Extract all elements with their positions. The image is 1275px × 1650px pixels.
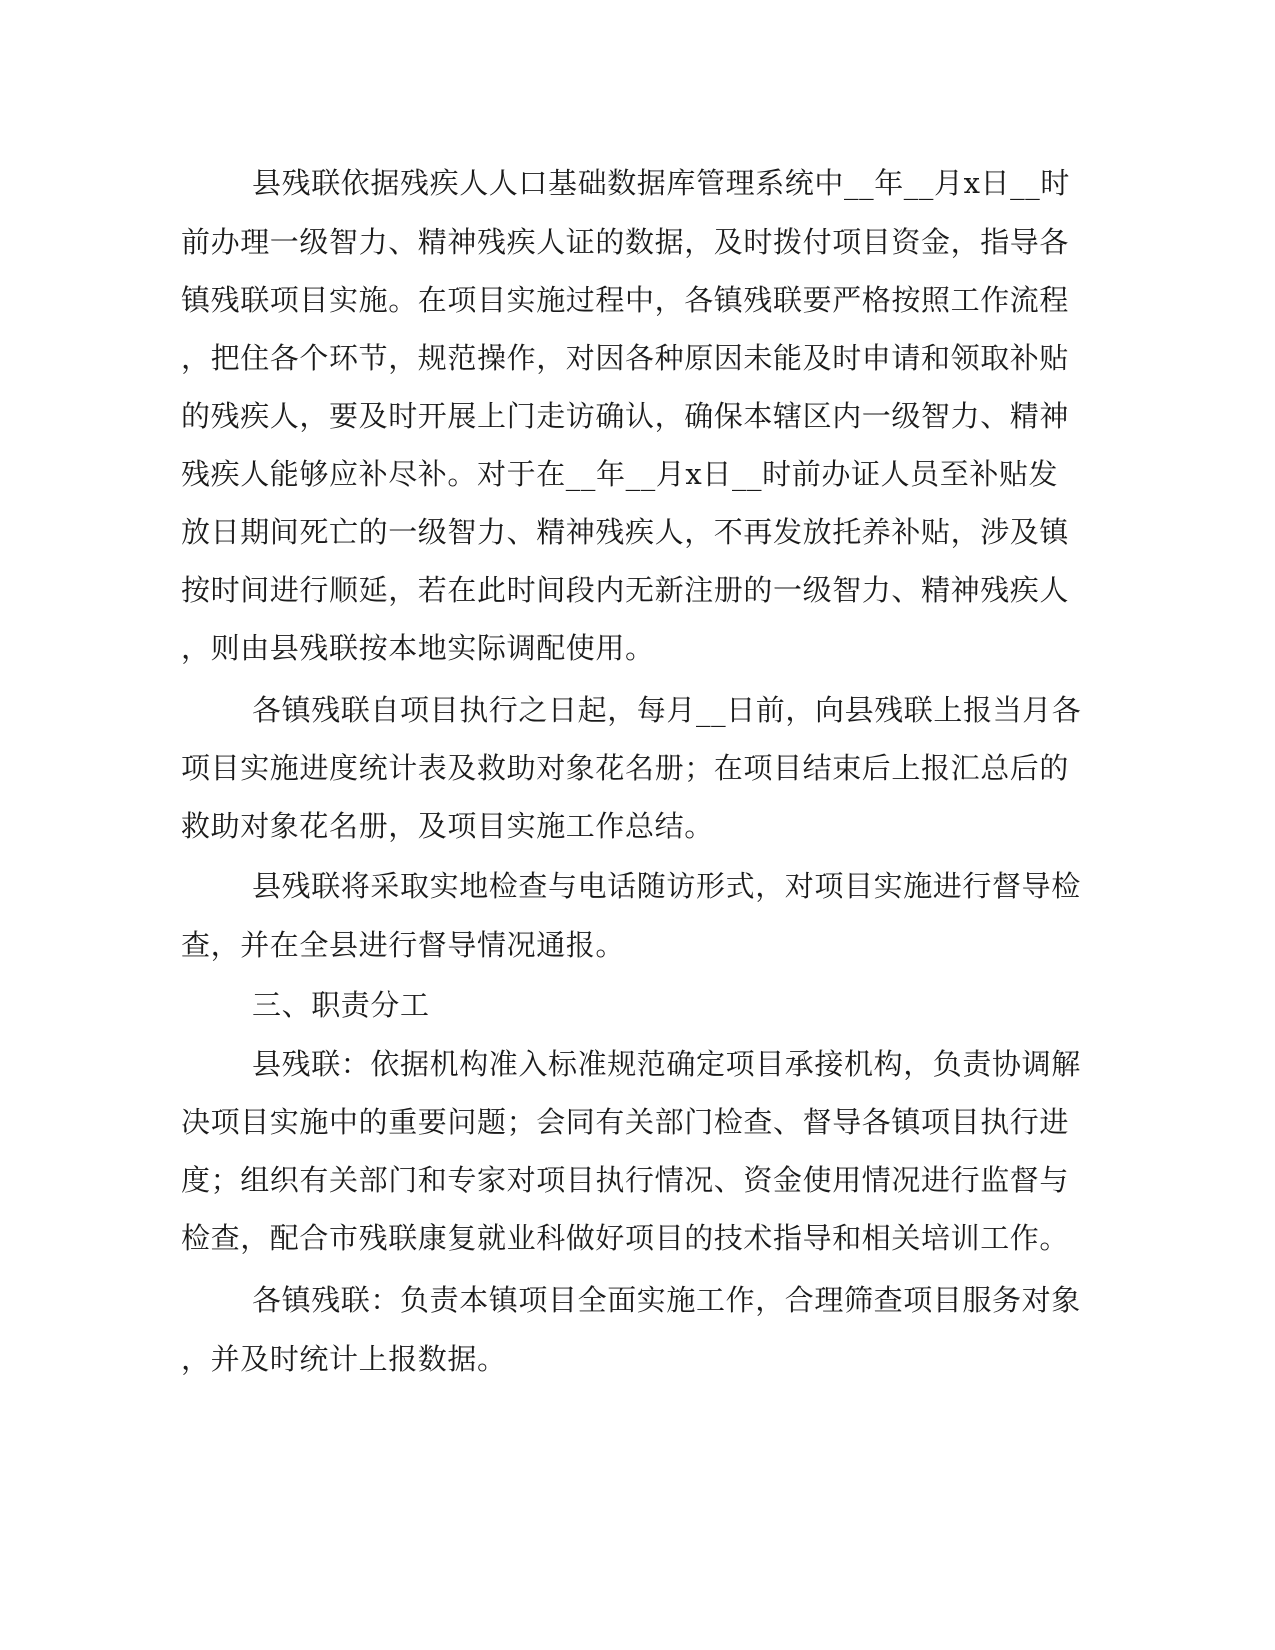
paragraph-2-line-1: 各镇残联自项目执行之日起，每月__日前，向县残联上报当月各 <box>252 693 1082 727</box>
paragraph-1-line-7: 放日期间死亡的一级智力、精神残疾人，不再发放托养补贴，涉及镇 <box>181 515 1070 549</box>
paragraph-1-line-9: ，则由县残联按本地实际调配使用。 <box>181 631 655 665</box>
paragraph-5-line-2: ，并及时统计上报数据。 <box>181 1342 507 1376</box>
paragraph-1-line-8: 按时间进行顺延，若在此时间段内无新注册的一级智力、精神残疾人 <box>181 573 1070 607</box>
paragraph-3-line-1: 县残联将采取实地检查与电话随访形式，对项目实施进行督导检 <box>252 869 1081 903</box>
paragraph-4-line-3: 度；组织有关部门和专家对项目执行情况、资金使用情况进行监督与 <box>181 1163 1070 1197</box>
paragraph-1-line-4: ，把住各个环节，规范操作，对因各种原因未能及时申请和领取补贴 <box>181 341 1070 375</box>
paragraph-2-line-3: 救助对象花名册，及项目实施工作总结。 <box>181 809 714 843</box>
paragraph-4-line-2: 决项目实施中的重要问题；会同有关部门检查、督导各镇项目执行进 <box>181 1105 1070 1139</box>
paragraph-2-line-2: 项目实施进度统计表及救助对象花名册；在项目结束后上报汇总后的 <box>181 751 1070 785</box>
paragraph-1-line-3: 镇残联项目实施。在项目实施过程中，各镇残联要严格按照工作流程 <box>181 283 1070 317</box>
paragraph-1-line-5: 的残疾人，要及时开展上门走访确认，确保本辖区内一级智力、精神 <box>181 399 1070 433</box>
paragraph-3-line-2: 查，并在全县进行督导情况通报。 <box>181 928 626 962</box>
section-heading: 三、职责分工 <box>252 988 430 1022</box>
paragraph-4-line-4: 检查，配合市残联康复就业科做好项目的技术指导和相关培训工作。 <box>181 1221 1070 1255</box>
paragraph-1-line-1: 县残联依据残疾人人口基础数据库管理系统中__年__月x日__时 <box>252 166 1070 200</box>
paragraph-1-line-2: 前办理一级智力、精神残疾人证的数据，及时拨付项目资金，指导各 <box>181 225 1070 259</box>
paragraph-5-line-1: 各镇残联：负责本镇项目全面实施工作，合理筛查项目服务对象 <box>252 1283 1081 1317</box>
paragraph-1-line-6: 残疾人能够应补尽补。对于在__年__月x日__时前办证人员至补贴发 <box>181 457 1059 491</box>
paragraph-4-line-1: 县残联：依据机构准入标准规范确定项目承接机构，负责协调解 <box>252 1047 1081 1081</box>
